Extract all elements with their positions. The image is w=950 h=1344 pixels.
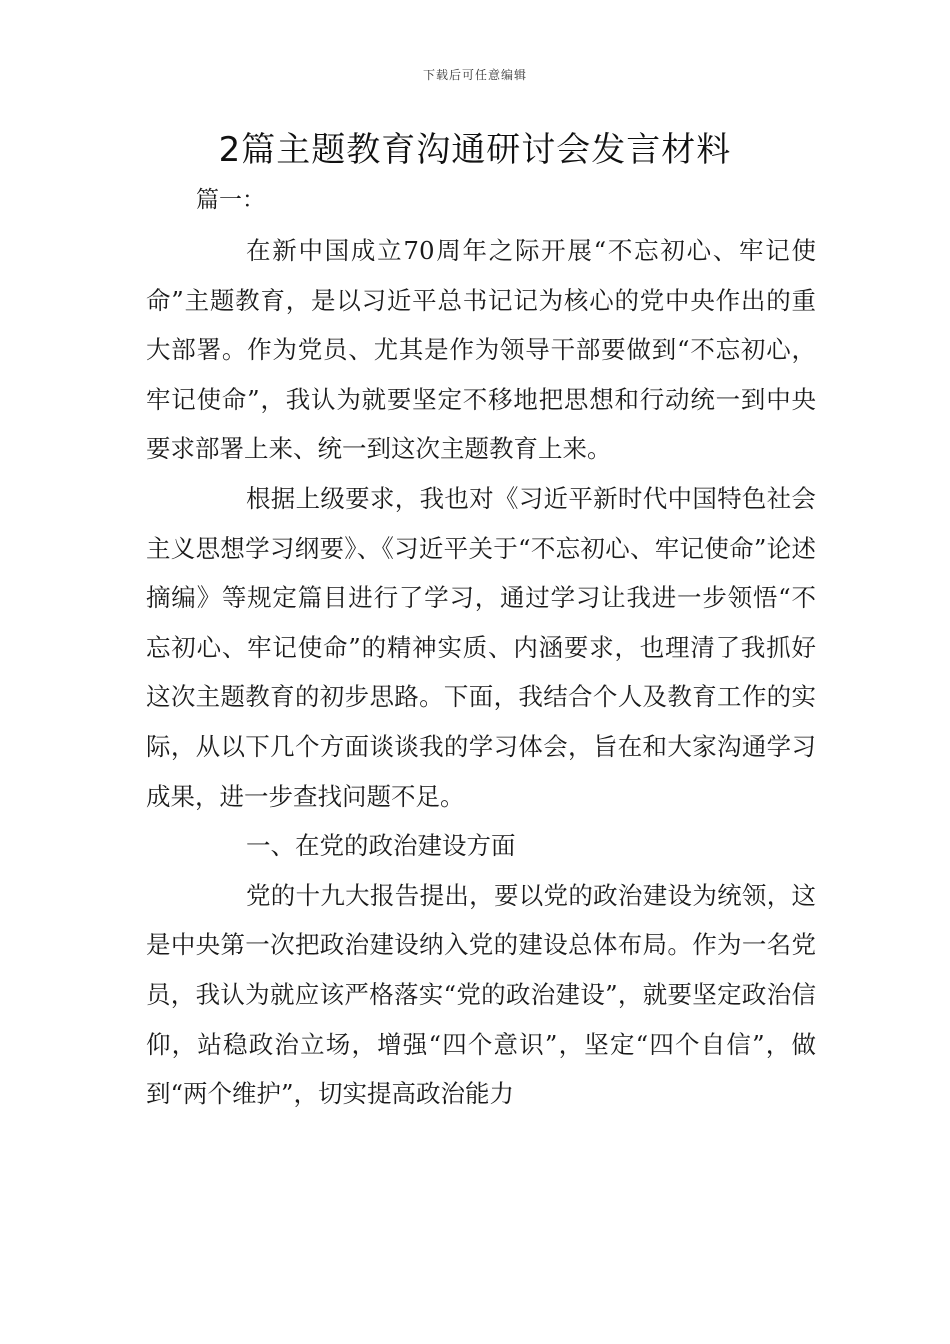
- paragraph-intro: 在新中国成立70周年之际开展“不忘初心、牢记使命”主题教育，是以习近平总书记记为核心的党中央作出的重大部署。作为党员、尤其是作为领导干部要做到“不忘初心，牢记使命”，我认为就要坚定不移地把思想和行动统一到中央要求部署上来、统一到这次主题教育上来。: [146, 236, 816, 464]
- document-title: 2篇主题教育沟通研讨会发言材料: [218, 130, 732, 170]
- paragraph-study: 根据上级要求，我也对《习近平新时代中国特色社会主义思想学习纲要》、《习近平关于“不忘初心、牢记使命”论述摘编》等规定篇目进行了学习，通过学习让我进一步领悟“不忘初心、牢记使命”的精神实质、内涵要求，也理清了我抓好这次主题教育的初步思路。下面，我结合个人及教育工作的实际，从以下几个方面谈谈我的学习体会，旨在和大家沟通学习成果，进一步查找问题不足。: [146, 483, 816, 811]
- header-note: 下载后可任意编辑: [422, 68, 527, 82]
- paragraph-heading-political: 一、在党的政治建设方面: [246, 831, 516, 861]
- section-label: 篇一：: [196, 187, 265, 213]
- document-body: [146, 226, 816, 1119]
- paragraph-political-building: 党的十九大报告提出，要以党的政治建设为统领，这是中央第一次把政治建设纳入党的建设总体布局。作为一名党员，我认为就应该严格落实“党的政治建设”，就要坚定政治信仰，站稳政治立场，增强“四个意识”，坚定“四个自信”，做到“两个维护”，切实提高政治能力: [146, 880, 816, 1109]
